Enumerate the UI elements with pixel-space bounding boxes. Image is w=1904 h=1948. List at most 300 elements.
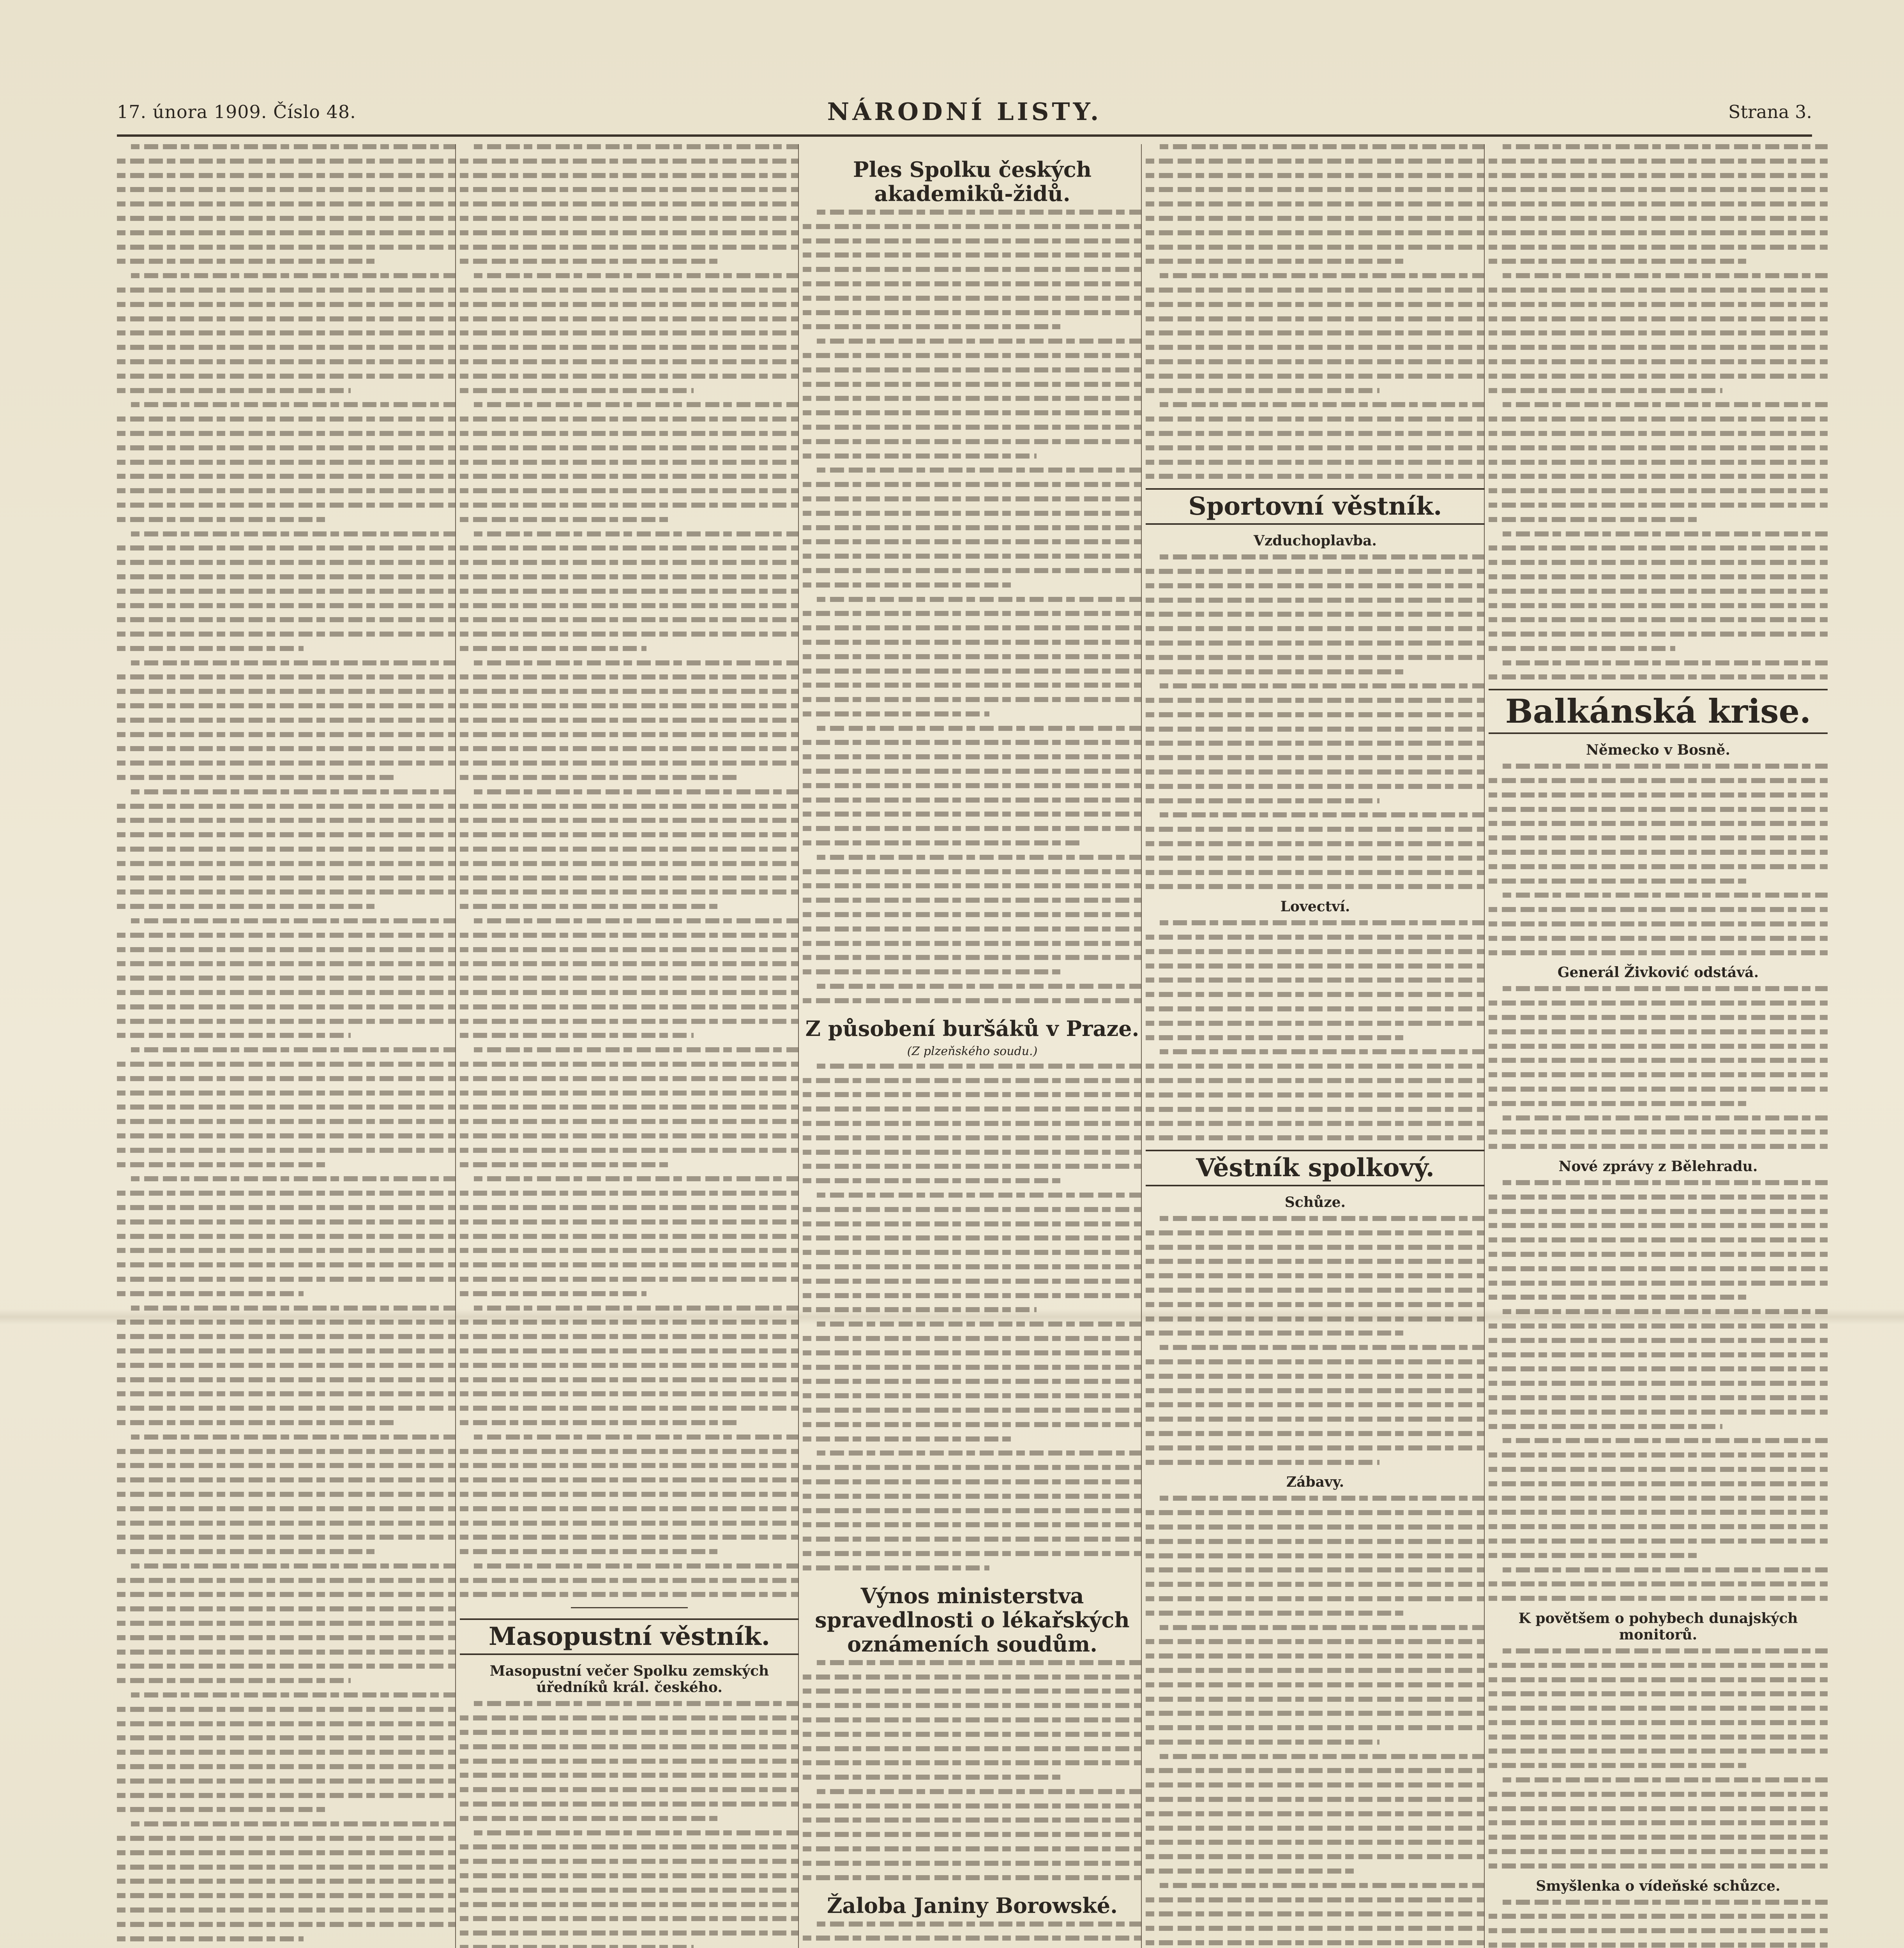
text-line bbox=[131, 1176, 456, 1181]
text-line bbox=[460, 1334, 799, 1339]
text-line bbox=[1489, 445, 1828, 450]
text-line bbox=[803, 310, 1142, 315]
text-line bbox=[1489, 1596, 1828, 1601]
text-line bbox=[460, 875, 799, 880]
text-line bbox=[1146, 1840, 1485, 1845]
text-line bbox=[117, 1492, 456, 1497]
text-line bbox=[817, 210, 1142, 215]
text-line bbox=[1503, 1180, 1828, 1185]
text-line bbox=[1146, 1653, 1485, 1659]
text-line bbox=[803, 898, 1142, 903]
text-line bbox=[803, 252, 1142, 258]
text-line bbox=[1489, 1295, 1746, 1300]
text-line bbox=[1489, 1720, 1828, 1725]
text-line bbox=[460, 1930, 799, 1936]
text-line bbox=[1489, 1452, 1828, 1457]
text-line bbox=[1146, 1245, 1485, 1250]
text-line bbox=[803, 554, 1142, 559]
text-line bbox=[803, 1106, 1142, 1112]
section-heading-vynos: Výnos ministerstva spravedlnosti o lékařských oznámeních soudům. bbox=[815, 1583, 1130, 1657]
text-line bbox=[803, 1746, 1142, 1751]
text-line bbox=[460, 818, 799, 823]
text-line bbox=[1160, 144, 1485, 149]
text-line bbox=[1489, 1144, 1828, 1149]
text-line bbox=[1489, 1524, 1828, 1529]
text-line bbox=[1489, 1539, 1828, 1544]
text-line bbox=[460, 1105, 799, 1110]
text-line bbox=[117, 703, 456, 708]
text-line bbox=[460, 646, 646, 651]
text-line bbox=[117, 1506, 456, 1511]
text-line bbox=[803, 798, 1142, 803]
text-line bbox=[1489, 288, 1828, 293]
text-line bbox=[460, 545, 799, 551]
text-line bbox=[1489, 589, 1828, 594]
text-line bbox=[803, 1565, 989, 1570]
text-line bbox=[117, 1750, 456, 1755]
text-line bbox=[1146, 302, 1485, 307]
text-line bbox=[117, 1019, 456, 1024]
text-line bbox=[460, 1133, 799, 1138]
text-line bbox=[803, 1164, 1142, 1169]
text-line bbox=[1160, 554, 1485, 559]
text-line bbox=[460, 1363, 799, 1368]
text-line bbox=[117, 359, 456, 364]
text-line bbox=[1489, 907, 1828, 912]
text-block bbox=[803, 1064, 1142, 1570]
text-line bbox=[803, 812, 1142, 817]
text-line bbox=[460, 359, 799, 364]
text-line bbox=[803, 611, 1142, 616]
text-line bbox=[817, 726, 1142, 731]
text-line bbox=[460, 1219, 799, 1225]
text-line bbox=[460, 1076, 799, 1081]
text-line bbox=[460, 474, 799, 479]
text-line bbox=[131, 1306, 456, 1311]
text-line bbox=[1146, 216, 1485, 221]
text-line bbox=[460, 1277, 799, 1282]
text-line bbox=[1489, 646, 1675, 651]
text-line bbox=[117, 1449, 456, 1454]
text-block bbox=[1489, 1648, 1828, 1869]
subheading-monitory: K povětšem o pohybech dunajských monitorů. bbox=[1518, 1610, 1798, 1643]
text-line bbox=[1489, 1352, 1828, 1357]
text-line bbox=[803, 453, 1037, 459]
subheading-vzduchoplavba: Vzduchoplavba. bbox=[1254, 533, 1377, 549]
section-heading-sportovni: Sportovní věstník. bbox=[1146, 488, 1485, 525]
text-line bbox=[1146, 769, 1485, 775]
text-line bbox=[803, 1221, 1142, 1226]
text-line bbox=[460, 904, 717, 909]
text-block bbox=[1489, 144, 1828, 679]
text-block bbox=[1146, 920, 1485, 1140]
text-line bbox=[1489, 1252, 1828, 1257]
text-line bbox=[803, 1803, 1142, 1809]
text-line bbox=[1489, 1381, 1828, 1386]
text-block bbox=[1146, 144, 1485, 479]
text-line bbox=[1146, 612, 1485, 617]
text-line bbox=[1146, 388, 1379, 393]
subheading-schuze: Schůze. bbox=[1284, 1194, 1346, 1210]
text-line bbox=[1489, 173, 1828, 178]
text-block bbox=[1489, 986, 1828, 1149]
text-line bbox=[131, 789, 456, 794]
text-line bbox=[1146, 1259, 1485, 1264]
text-line bbox=[1489, 216, 1828, 221]
text-line bbox=[1146, 963, 1485, 969]
text-line bbox=[117, 230, 456, 235]
text-line bbox=[1489, 1000, 1828, 1006]
text-line bbox=[117, 947, 456, 952]
text-line bbox=[1503, 273, 1828, 278]
text-line bbox=[117, 416, 456, 422]
text-line bbox=[1489, 1510, 1828, 1515]
text-line bbox=[117, 388, 351, 393]
text-block bbox=[1489, 1180, 1828, 1601]
text-line bbox=[460, 990, 799, 995]
text-line bbox=[460, 1262, 799, 1267]
text-line bbox=[1146, 1078, 1485, 1083]
text-line bbox=[803, 1250, 1142, 1255]
text-line bbox=[803, 1861, 1142, 1866]
text-line bbox=[1489, 245, 1828, 250]
text-line bbox=[117, 503, 456, 508]
text-line bbox=[1146, 1230, 1485, 1235]
text-line bbox=[803, 1293, 1142, 1298]
text-line bbox=[803, 1689, 1142, 1694]
text-line bbox=[1489, 1863, 1828, 1869]
text-line bbox=[117, 474, 456, 479]
text-line bbox=[460, 603, 799, 608]
text-line bbox=[803, 998, 1142, 1003]
text-line bbox=[1146, 784, 1485, 789]
text-line bbox=[460, 159, 799, 164]
text-line bbox=[460, 689, 799, 694]
subheading-smylenka: Smyšlenka o vídeňské schůzce. bbox=[1536, 1877, 1780, 1894]
text-line bbox=[117, 1836, 456, 1841]
text-line bbox=[803, 224, 1142, 229]
text-line bbox=[131, 402, 456, 407]
text-line bbox=[1489, 1395, 1828, 1400]
text-line bbox=[1489, 1553, 1699, 1558]
text-line bbox=[803, 1307, 1037, 1312]
text-line bbox=[460, 703, 799, 708]
text-block bbox=[460, 144, 799, 1597]
text-line bbox=[803, 1875, 1142, 1880]
text-line bbox=[1489, 1914, 1828, 1919]
text-line bbox=[1489, 1410, 1828, 1415]
text-line bbox=[117, 1678, 351, 1683]
text-line bbox=[1489, 1481, 1828, 1486]
text-line bbox=[460, 1248, 799, 1253]
text-line bbox=[803, 754, 1142, 759]
text-line bbox=[1146, 431, 1485, 436]
text-line bbox=[1489, 603, 1828, 608]
text-line bbox=[1146, 1460, 1379, 1465]
text-line bbox=[1489, 503, 1828, 508]
page-header bbox=[117, 94, 1812, 140]
text-line bbox=[1489, 574, 1828, 579]
text-line bbox=[803, 625, 1142, 630]
text-line bbox=[803, 697, 1142, 702]
text-line bbox=[1146, 798, 1379, 803]
text-line bbox=[1146, 1897, 1485, 1902]
text-line bbox=[117, 689, 456, 694]
text-line bbox=[460, 1535, 799, 1540]
text-line bbox=[1146, 935, 1485, 940]
text-line bbox=[1146, 1064, 1485, 1069]
text-line bbox=[803, 783, 1142, 788]
text-line bbox=[1146, 1021, 1485, 1026]
text-line bbox=[1146, 374, 1485, 379]
text-line bbox=[474, 1176, 799, 1181]
text-line bbox=[1489, 921, 1828, 926]
text-line bbox=[817, 468, 1142, 473]
text-line bbox=[131, 273, 456, 278]
text-line bbox=[1489, 1581, 1828, 1586]
text-line bbox=[1489, 1424, 1722, 1429]
text-line bbox=[803, 1522, 1142, 1527]
text-line bbox=[117, 245, 456, 250]
text-line bbox=[1489, 1044, 1828, 1049]
text-line bbox=[1146, 727, 1485, 732]
text-line bbox=[1489, 1223, 1828, 1228]
text-line bbox=[1503, 1438, 1828, 1443]
text-line bbox=[803, 425, 1142, 430]
text-line bbox=[117, 1463, 456, 1468]
text-line bbox=[803, 482, 1142, 487]
text-line bbox=[117, 1664, 456, 1669]
text-line bbox=[117, 345, 456, 350]
text-line bbox=[817, 855, 1142, 860]
text-line bbox=[474, 402, 799, 407]
text-line bbox=[1146, 1725, 1485, 1730]
text-line bbox=[1503, 660, 1828, 665]
text-line bbox=[474, 1435, 799, 1440]
text-line bbox=[460, 1205, 799, 1210]
text-line bbox=[117, 760, 456, 766]
text-line bbox=[117, 545, 456, 551]
text-line bbox=[1146, 159, 1485, 164]
text-line bbox=[803, 1178, 1060, 1183]
text-line bbox=[1146, 1510, 1485, 1515]
text-line bbox=[1489, 1496, 1828, 1501]
text-line bbox=[117, 861, 456, 866]
text-line bbox=[1146, 1006, 1485, 1011]
text-line bbox=[460, 1291, 646, 1296]
text-line bbox=[803, 1760, 1142, 1765]
text-line bbox=[117, 904, 374, 909]
text-line bbox=[117, 316, 456, 321]
text-line bbox=[117, 1721, 456, 1726]
text-line bbox=[803, 869, 1142, 874]
text-line bbox=[117, 889, 456, 895]
text-line bbox=[1489, 474, 1828, 479]
text-line bbox=[1489, 617, 1828, 622]
text-line bbox=[460, 1902, 799, 1907]
text-line bbox=[1146, 1611, 1403, 1616]
text-line bbox=[1489, 936, 1828, 941]
text-line bbox=[117, 1262, 456, 1267]
text-line bbox=[460, 1019, 799, 1024]
text-line bbox=[460, 1420, 741, 1425]
text-line bbox=[460, 1320, 799, 1325]
page-number: Strana 3. bbox=[1728, 101, 1812, 122]
text-line bbox=[803, 683, 1142, 688]
text-line bbox=[117, 460, 456, 465]
text-line bbox=[803, 1135, 1142, 1140]
text-line bbox=[460, 1492, 799, 1497]
column-4 bbox=[1146, 144, 1485, 1948]
text-line bbox=[1146, 359, 1485, 364]
text-line bbox=[460, 316, 799, 321]
text-line bbox=[117, 1291, 304, 1296]
text-line bbox=[803, 1422, 1142, 1427]
text-line bbox=[131, 1435, 456, 1440]
text-line bbox=[460, 1391, 799, 1396]
text-line bbox=[1146, 1107, 1485, 1112]
text-line bbox=[117, 818, 456, 823]
section-heading-pusobeni: Z působení buršáků v Praze. bbox=[805, 1016, 1139, 1041]
text-line bbox=[117, 1936, 304, 1941]
text-line bbox=[1146, 1121, 1485, 1126]
text-line bbox=[1489, 1015, 1828, 1020]
text-line bbox=[117, 1076, 456, 1081]
text-line bbox=[803, 826, 1142, 831]
text-line bbox=[117, 1420, 398, 1425]
text-line bbox=[1146, 1854, 1485, 1859]
text-line bbox=[1489, 1209, 1828, 1214]
text-block bbox=[803, 1922, 1142, 1948]
text-line bbox=[1146, 330, 1485, 335]
text-line bbox=[117, 1535, 456, 1540]
text-line bbox=[1146, 245, 1485, 250]
text-line bbox=[817, 1450, 1142, 1456]
text-line bbox=[460, 832, 799, 837]
text-line bbox=[460, 1062, 799, 1067]
column-2 bbox=[460, 144, 799, 1948]
text-line bbox=[460, 847, 799, 852]
text-line bbox=[1489, 1338, 1828, 1343]
text-line bbox=[117, 1549, 374, 1554]
text-line bbox=[460, 746, 799, 751]
text-line bbox=[1146, 1826, 1485, 1831]
text-line bbox=[1503, 402, 1828, 407]
text-line bbox=[817, 1789, 1142, 1794]
text-block bbox=[803, 1660, 1142, 1880]
text-line bbox=[1489, 460, 1828, 465]
text-line bbox=[1489, 1058, 1828, 1063]
text-line bbox=[460, 718, 799, 723]
text-line bbox=[1489, 1849, 1828, 1854]
text-line bbox=[460, 488, 799, 493]
text-line bbox=[1146, 1402, 1485, 1407]
text-line bbox=[1489, 1266, 1828, 1271]
text-line bbox=[1146, 1431, 1485, 1436]
text-line bbox=[117, 1334, 456, 1339]
text-line bbox=[1146, 1359, 1485, 1364]
text-line bbox=[1146, 288, 1485, 293]
text-line bbox=[117, 259, 374, 264]
subheading-lovectvi: Lovectví. bbox=[1280, 898, 1350, 915]
text-line bbox=[117, 746, 456, 751]
section-heading-balkanska: Balkánská krise. bbox=[1489, 689, 1828, 734]
text-line bbox=[1489, 1467, 1828, 1472]
text-line bbox=[1489, 374, 1828, 379]
text-line bbox=[1146, 1388, 1485, 1393]
text-line bbox=[1146, 1525, 1485, 1530]
text-line bbox=[1146, 1288, 1485, 1293]
section-heading-spolkovy: Věstník spolkový. bbox=[1146, 1150, 1485, 1186]
text-line bbox=[1146, 598, 1485, 603]
text-line bbox=[1503, 1309, 1828, 1314]
text-line bbox=[1160, 1345, 1485, 1350]
text-line bbox=[803, 324, 1060, 329]
text-line bbox=[803, 669, 1142, 674]
text-line bbox=[803, 941, 1142, 946]
subheading-srbsko: Nové zprávy z Bělehradu. bbox=[1558, 1158, 1758, 1175]
text-line bbox=[1146, 1374, 1485, 1379]
text-line bbox=[803, 1235, 1142, 1240]
text-line bbox=[131, 918, 456, 923]
text-line bbox=[117, 1119, 456, 1124]
text-line bbox=[803, 1551, 1142, 1556]
text-line bbox=[460, 1119, 799, 1124]
text-line bbox=[460, 1844, 799, 1849]
text-line bbox=[460, 416, 799, 422]
column-3 bbox=[803, 144, 1142, 1948]
text-line bbox=[1146, 870, 1485, 875]
text-line bbox=[803, 1264, 1142, 1269]
text-line bbox=[117, 1162, 327, 1167]
text-line bbox=[1146, 1582, 1485, 1587]
header-rule bbox=[117, 134, 1812, 137]
text-line bbox=[1146, 1797, 1485, 1802]
subheading-masopustni: Masopustní večer Spolku zemských úředníků král. českého. bbox=[489, 1663, 769, 1696]
text-line bbox=[1489, 359, 1828, 364]
text-line bbox=[117, 646, 304, 651]
text-line bbox=[803, 740, 1142, 745]
text-line bbox=[1146, 316, 1485, 321]
text-line bbox=[1489, 864, 1828, 869]
text-line bbox=[117, 431, 456, 436]
text-line bbox=[460, 1744, 799, 1749]
text-line bbox=[117, 201, 456, 206]
text-line bbox=[460, 1873, 799, 1878]
text-line bbox=[1503, 1648, 1828, 1653]
text-line bbox=[1503, 764, 1828, 769]
text-line bbox=[803, 1365, 1142, 1370]
text-line bbox=[817, 597, 1142, 602]
text-line bbox=[1160, 1049, 1485, 1054]
text-line bbox=[460, 517, 670, 522]
text-line bbox=[1146, 1926, 1485, 1931]
text-line bbox=[117, 1133, 456, 1138]
text-line bbox=[1160, 1883, 1485, 1888]
text-line bbox=[117, 574, 456, 579]
column-1 bbox=[117, 144, 456, 1948]
text-line bbox=[460, 1715, 799, 1720]
text-line bbox=[1489, 879, 1746, 884]
text-line bbox=[803, 711, 989, 716]
text-line bbox=[1489, 1820, 1828, 1825]
text-line bbox=[1146, 1869, 1356, 1874]
text-line bbox=[460, 589, 799, 594]
text-line bbox=[1160, 402, 1485, 407]
text-line bbox=[803, 396, 1142, 401]
text-line bbox=[1146, 712, 1485, 717]
text-line bbox=[1146, 1330, 1403, 1336]
